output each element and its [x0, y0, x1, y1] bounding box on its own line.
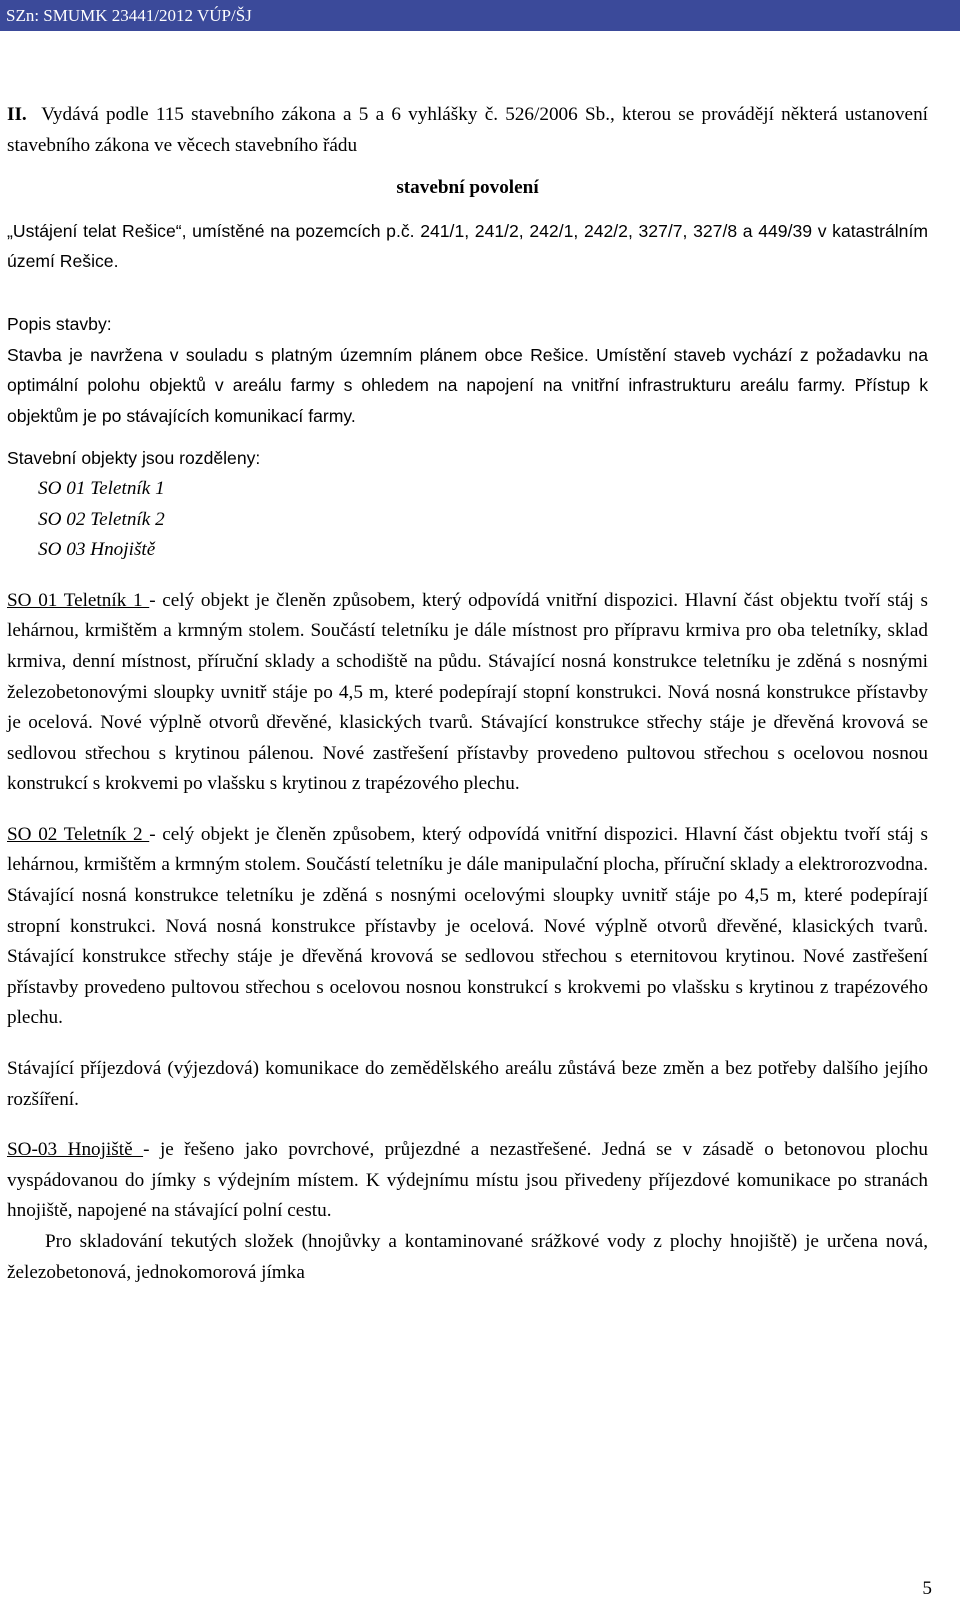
intro-paragraph [7, 100, 928, 161]
so03-text: - je řešeno jako povrchové, průjezdné a nezastřešené. Jedná se v zásadě o betonovou plochu vyspádovanou do jímky s výdejním místem. K výdejnímu místu jsou přivedeny příjezdové komunikace po stranách hnojiště, napojené na stávající polní cestu. [7, 1139, 928, 1222]
so03-paragraph [7, 1135, 928, 1227]
objects-heading: Stavební objekty jsou rozděleny: [7, 448, 261, 469]
object-item-2: SO 02 Teletník 2 [38, 508, 165, 530]
section-number: II. [7, 104, 27, 125]
so02-paragraph [7, 820, 928, 1034]
so01-paragraph [7, 586, 928, 800]
document-header [0, 0, 960, 31]
file-reference: SZn: SMUMK 23441/2012 VÚP/ŠJ [6, 6, 252, 25]
popis-heading: Popis stavby: [7, 313, 112, 334]
object-item-1: SO 01 Teletník 1 [38, 477, 165, 499]
so02-label: SO 02 Teletník 2 [7, 823, 150, 845]
page-number: 5 [922, 1578, 932, 1599]
subject-paragraph: „Ustájení telat Rešice“, umístěné na pozemcích p.č. 241/1, 241/2, 242/1, 242/2, 327/7, 327/8 a 449/39 v katastrálním území Rešice. [7, 220, 928, 272]
document-body [7, 100, 928, 1288]
intro-text: Vydává podle 115 stavebního zákona a 5 a 6 vyhlášky č. 526/2006 Sb., kterou se provádějí některá ustanovení stavebního zákona ve věcech stavebního řádu [7, 104, 928, 156]
so02-text: - celý objekt je členěn způsobem, který odpovídá vnitřní dispozici. Hlavní část objektu tvoří stáj s lehárnou, krmištěm a krmným stolem. Součástí teletníku je dále manipulační plocha, příruční sklady a elektrorozvodna. Stávající nosná konstrukce teletníku je zděná s nosnými ocelovými sloupky uvnitř stáje po 4,5 m, které podepírají stropní konstrukci. Nová nosná konstrukce přístavby je ocelová. Nové výplně otvorů dřevěné, klasických tvarů. Stávající konstrukce střechy stáje je dřevěná krovová se sedlovou střechou s eternitovou krytinou. Nové zastřešení přístavby provedeno pultovou střechou s ocelovou nosnou konstrukcí s krokvemi po vlašsku s krytinou z trapézového plechu. [7, 823, 929, 1029]
storage-text: Pro skladování tekutých složek (hnojůvky a kontaminované srážkové vody z plochy hnojiště) je určena nová, železobetonová, jednokomorová jímka [7, 1231, 928, 1283]
popis-text: Stavba je navržena v souladu s platným územním plánem obce Rešice. Umístění staveb vychází z požadavku na optimální polohu objektů v areálu farmy s ohledem na napojení na vnitřní infrastrukturu areálu farmy. Přístup k objektům je po stávajících komunikací farmy. [7, 344, 928, 426]
so01-text: - celý objekt je členěn způsobem, který odpovídá vnitřní dispozici. Hlavní část objektu tvoří stáj s lehárnou, krmištěm a krmným stolem. Součástí teletníku je dále místnost pro přípravu krmiva pro oba teletníky, sklad krmiva, denní místnost, příruční sklady a schodiště na půdu. Stávající nosná konstrukce teletníku je zděná s nosnými železobetonovými sloupky uvnitř stáje po 4,5 m, které podepírají stopní konstrukci. Nová nosná konstrukce přístavby je ocelová. Nové výplně otvorů dřevěné, klasických tvarů. Stávající konstrukce střechy stáje je dřevěná krovová se sedlovou střechou s krytinou pálenou. Nové zastřešení přístavby provedeno pultovou střechou s ocelovou nosnou konstrukcí s krokvemi po vlašsku s krytinou z trapézového plechu. [7, 589, 929, 795]
storage-paragraph [7, 1227, 928, 1288]
decision-title: stavební povolení [396, 177, 539, 199]
object-item-3: SO 03 Hnojiště [38, 539, 156, 561]
access-paragraph: Stávající příjezdová (výjezdová) komunikace do zemědělského areálu zůstává beze změn a bez potřeby dalšího jejího rozšíření. [7, 1058, 928, 1110]
so03-label: SO-03 Hnojiště [7, 1139, 144, 1161]
so01-label: SO 01 Teletník 1 [7, 589, 150, 611]
